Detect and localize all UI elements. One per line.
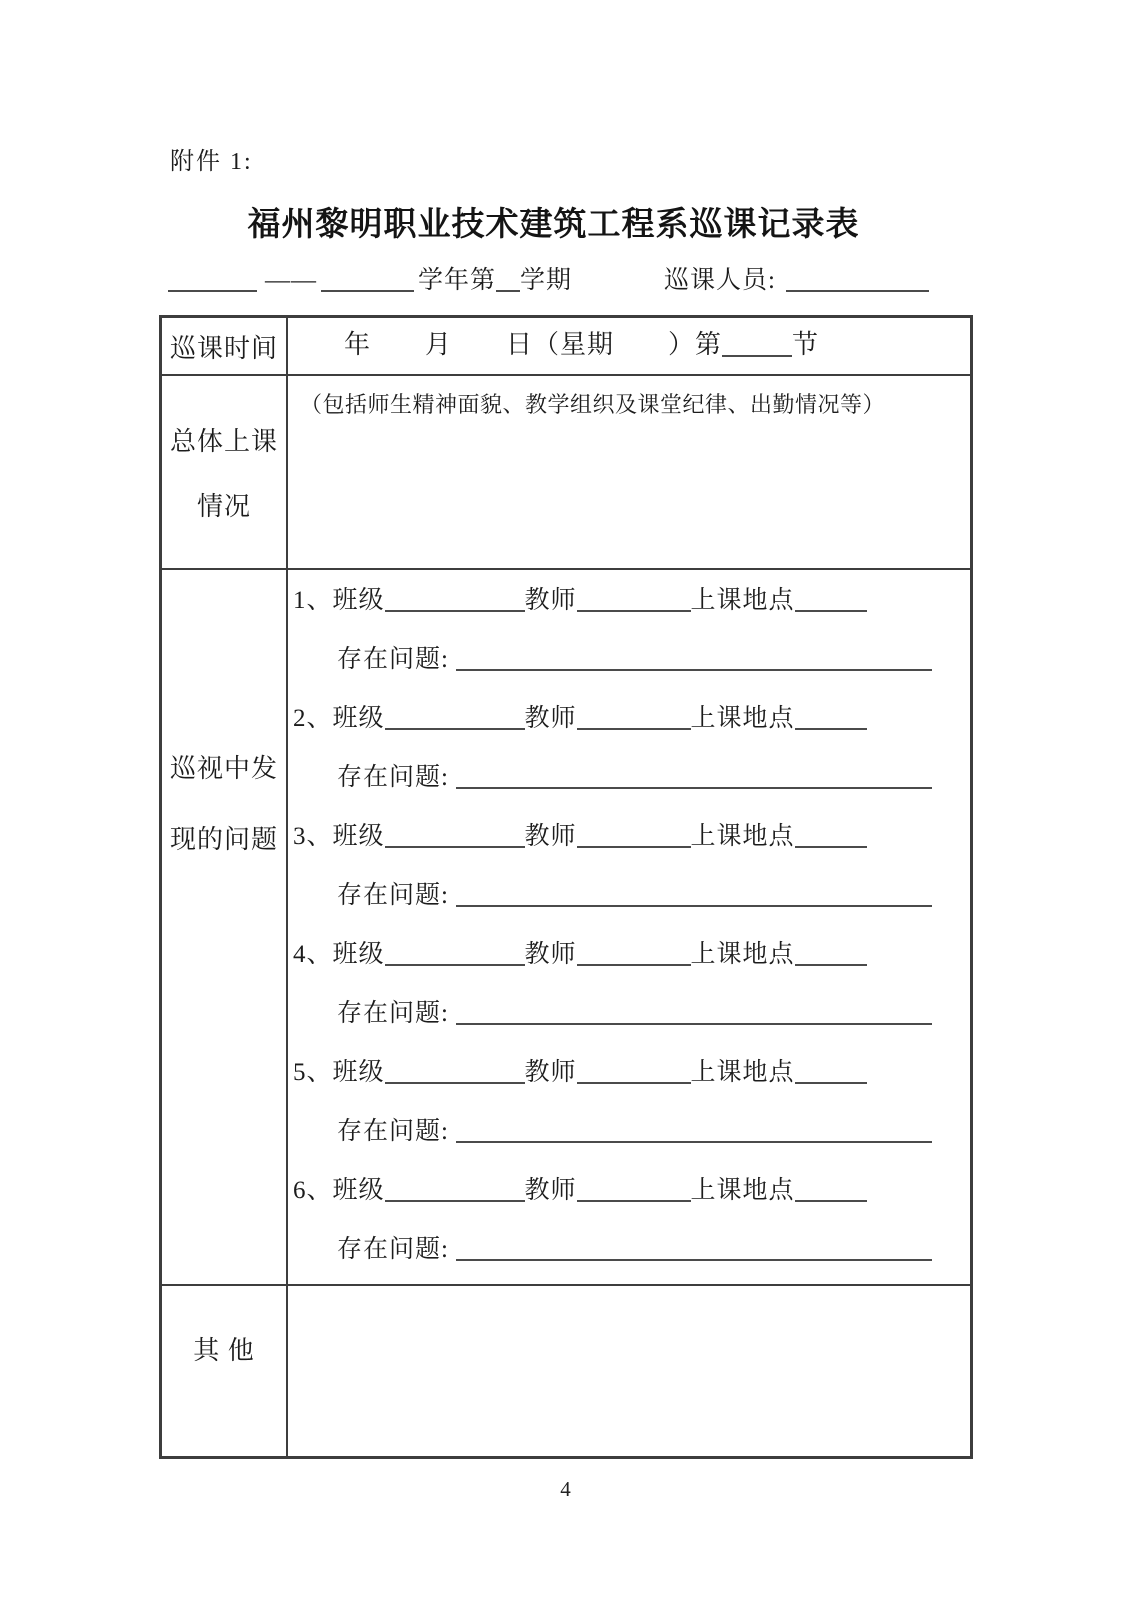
class-label: 班级: [332, 941, 385, 968]
blank-teacher: [577, 585, 691, 612]
problem-label: 存在问题:: [337, 646, 449, 673]
problems-cell: [288, 570, 970, 1284]
problems-label-line1: 巡视中发: [169, 754, 278, 783]
blank-class: [385, 1057, 525, 1084]
item-class-line: [293, 689, 970, 748]
item-problem-line: [293, 630, 970, 689]
patrol-staff-label: 巡课人员:: [664, 267, 776, 294]
teacher-label: 教师: [524, 823, 577, 850]
blank-semester-number: [496, 265, 520, 292]
blank-academic-year-end: [321, 265, 414, 292]
location-label: 上课地点: [690, 1059, 795, 1086]
blank-patrol-staff: [786, 265, 929, 292]
dash-separator: ——: [265, 267, 317, 294]
item-number: 2、: [293, 705, 333, 732]
item-class-line: [293, 807, 970, 866]
location-label: 上课地点: [690, 587, 795, 614]
problem-label: 存在问题:: [337, 1236, 449, 1263]
item-class-line: [293, 571, 970, 630]
patrol-time-text: 年 月 日（星期 ）第: [344, 330, 723, 359]
blank-problem: [456, 998, 932, 1025]
problem-label: 存在问题:: [337, 764, 449, 791]
item-problem-line: [293, 748, 970, 807]
blank-period: [722, 329, 792, 357]
location-label: 上课地点: [690, 705, 795, 732]
problem-item: [293, 1043, 970, 1161]
blank-location: [795, 585, 867, 612]
overall-label-line1: 总体上课: [169, 427, 278, 456]
problem-item: [293, 925, 970, 1043]
class-label: 班级: [332, 1177, 385, 1204]
class-label: 班级: [332, 705, 385, 732]
blank-class: [385, 585, 525, 612]
problems-label: [162, 570, 288, 1284]
problem-item: [293, 807, 970, 925]
class-label: 班级: [332, 823, 385, 850]
row-overall-situation: [162, 374, 970, 568]
item-problem-line: [293, 866, 970, 925]
blank-location: [795, 1175, 867, 1202]
item-number: 3、: [293, 823, 333, 850]
problem-label: 存在问题:: [337, 1118, 449, 1145]
patrol-record-table: [159, 315, 973, 1459]
blank-problem: [456, 1234, 932, 1261]
item-problem-line: [293, 984, 970, 1043]
blank-class: [385, 1175, 525, 1202]
problem-item: [293, 1161, 970, 1279]
blank-teacher: [577, 703, 691, 730]
blank-academic-year-start: [168, 265, 257, 292]
class-label: 班级: [332, 587, 385, 614]
row-problems-found: [162, 568, 970, 1284]
overall-situation-label: [162, 376, 288, 568]
attachment-label: 附件 1:: [170, 149, 253, 175]
teacher-label: 教师: [524, 587, 577, 614]
blank-teacher: [577, 939, 691, 966]
problem-label: 存在问题:: [337, 882, 449, 909]
location-label: 上课地点: [690, 941, 795, 968]
blank-class: [385, 939, 525, 966]
row-patrol-time: [162, 318, 970, 374]
item-number: 6、: [293, 1177, 333, 1204]
other-label: 其 他: [162, 1286, 288, 1456]
page-title: 福州黎明职业技术建筑工程系巡课记录表: [247, 207, 860, 243]
item-class-line: [293, 925, 970, 984]
teacher-label: 教师: [524, 1059, 577, 1086]
class-label: 班级: [332, 1059, 385, 1086]
blank-problem: [456, 762, 932, 789]
location-label: 上课地点: [690, 1177, 795, 1204]
item-problem-line: [293, 1102, 970, 1161]
blank-teacher: [577, 1057, 691, 1084]
page-number: 4: [560, 1477, 571, 1501]
item-number: 4、: [293, 941, 333, 968]
overall-note: （包括师生精神面貌、教学组织及课堂纪律、出勤情况等）: [300, 392, 886, 417]
problems-label-line2: 现的问题: [169, 825, 278, 854]
blank-problem: [456, 880, 932, 907]
blank-problem: [456, 1116, 932, 1143]
blank-teacher: [577, 1175, 691, 1202]
academic-year-label: 学年第: [418, 267, 497, 294]
location-label: 上课地点: [690, 823, 795, 850]
blank-class: [385, 821, 525, 848]
blank-teacher: [577, 821, 691, 848]
blank-location: [795, 821, 867, 848]
patrol-time-label: 巡课时间: [162, 318, 288, 374]
item-number: 5、: [293, 1059, 333, 1086]
blank-class: [385, 703, 525, 730]
patrol-time-value: [288, 318, 970, 374]
item-class-line: [293, 1161, 970, 1220]
other-cell: [288, 1286, 970, 1456]
blank-location: [795, 1057, 867, 1084]
problem-label: 存在问题:: [337, 1000, 449, 1027]
teacher-label: 教师: [524, 1177, 577, 1204]
teacher-label: 教师: [524, 941, 577, 968]
semester-label: 学期: [520, 267, 573, 294]
overall-label-line2: 情况: [196, 492, 251, 521]
problem-item: [293, 689, 970, 807]
blank-location: [795, 703, 867, 730]
item-class-line: [293, 1043, 970, 1102]
item-problem-line: [293, 1220, 970, 1279]
blank-problem: [456, 644, 932, 671]
teacher-label: 教师: [524, 705, 577, 732]
item-number: 1、: [293, 587, 333, 614]
blank-location: [795, 939, 867, 966]
patrol-time-unit: 节: [792, 330, 820, 359]
overall-situation-cell: [288, 376, 970, 568]
row-other: [162, 1284, 970, 1456]
subtitle-line: [168, 261, 929, 296]
problem-item: [293, 571, 970, 689]
